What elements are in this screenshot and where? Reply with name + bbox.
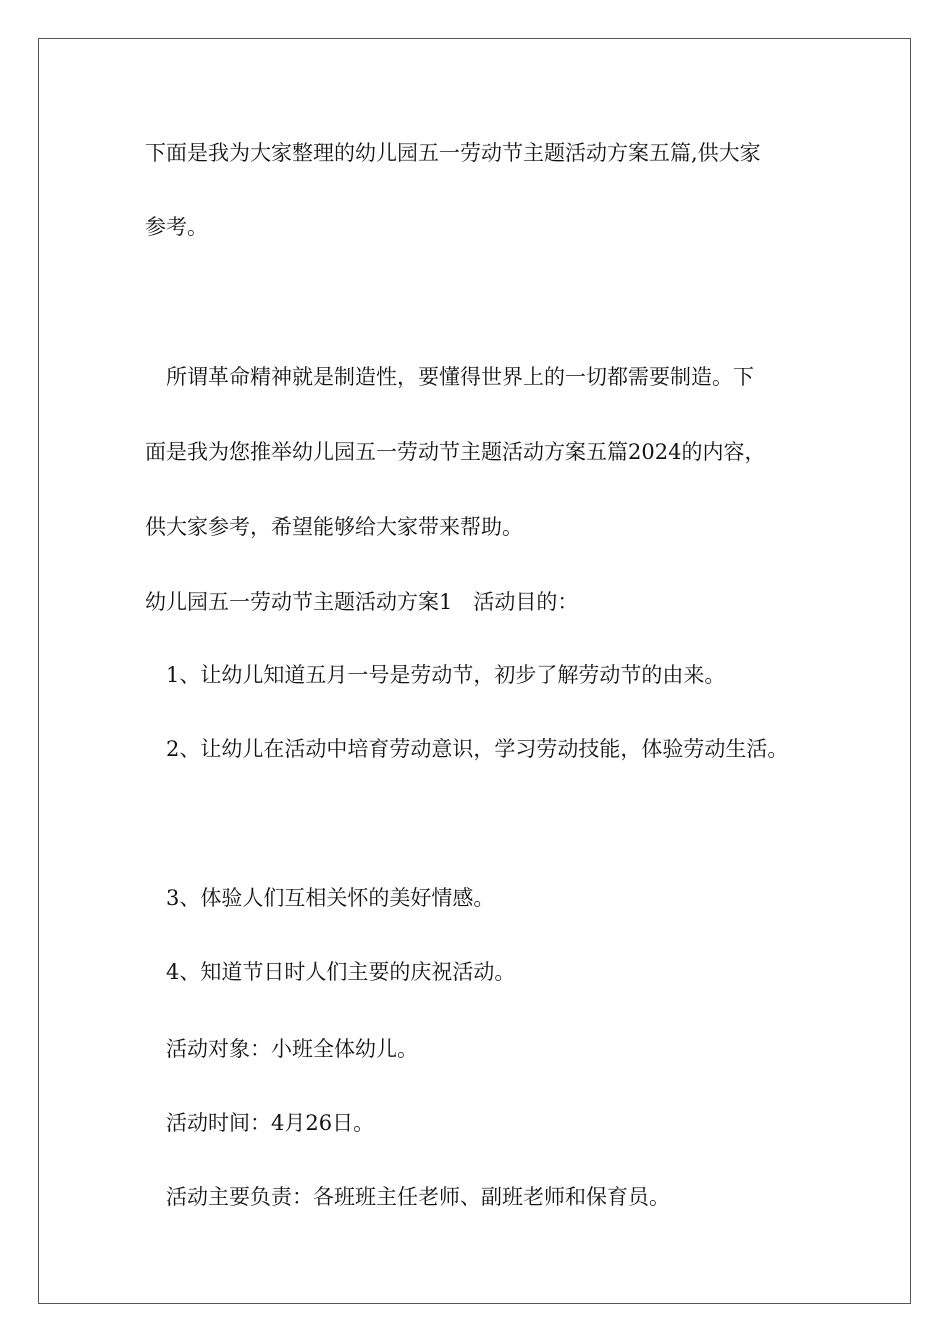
goal-item-3: 3、体验人们互相关怀的美好情感。 xyxy=(166,886,495,910)
activity-time: 活动时间：4月26日。 xyxy=(166,1111,375,1135)
paragraph-line-3: 供大家参考，希望能够给大家带来帮助。 xyxy=(145,515,523,539)
intro-line-2: 参考。 xyxy=(145,215,208,239)
intro-line-1: 下面是我为大家整理的幼儿园五一劳动节主题活动方案五篇,供大家 xyxy=(145,141,761,165)
paragraph-line-2: 面是我为您推举幼儿园五一劳动节主题活动方案五篇2024的内容， xyxy=(145,440,766,464)
activity-target: 活动对象：小班全体幼儿。 xyxy=(166,1037,418,1061)
activity-responsible: 活动主要负责：各班班主任老师、副班老师和保育员。 xyxy=(166,1185,670,1209)
goal-item-1: 1、让幼儿知道五月一号是劳动节，初步了解劳动节的由来。 xyxy=(166,663,726,687)
paragraph-line-1: 所谓革命精神就是制造性，要懂得世界上的一切都需要制造。下 xyxy=(166,365,754,389)
goal-item-4: 4、知道节日时人们主要的庆祝活动。 xyxy=(166,960,516,984)
goal-item-2: 2、让幼儿在活动中培育劳动意识，学习劳动技能，体验劳动生活。 xyxy=(166,737,789,761)
section-heading: 幼儿园五一劳动节主题活动方案1 活动目的： xyxy=(145,590,579,614)
